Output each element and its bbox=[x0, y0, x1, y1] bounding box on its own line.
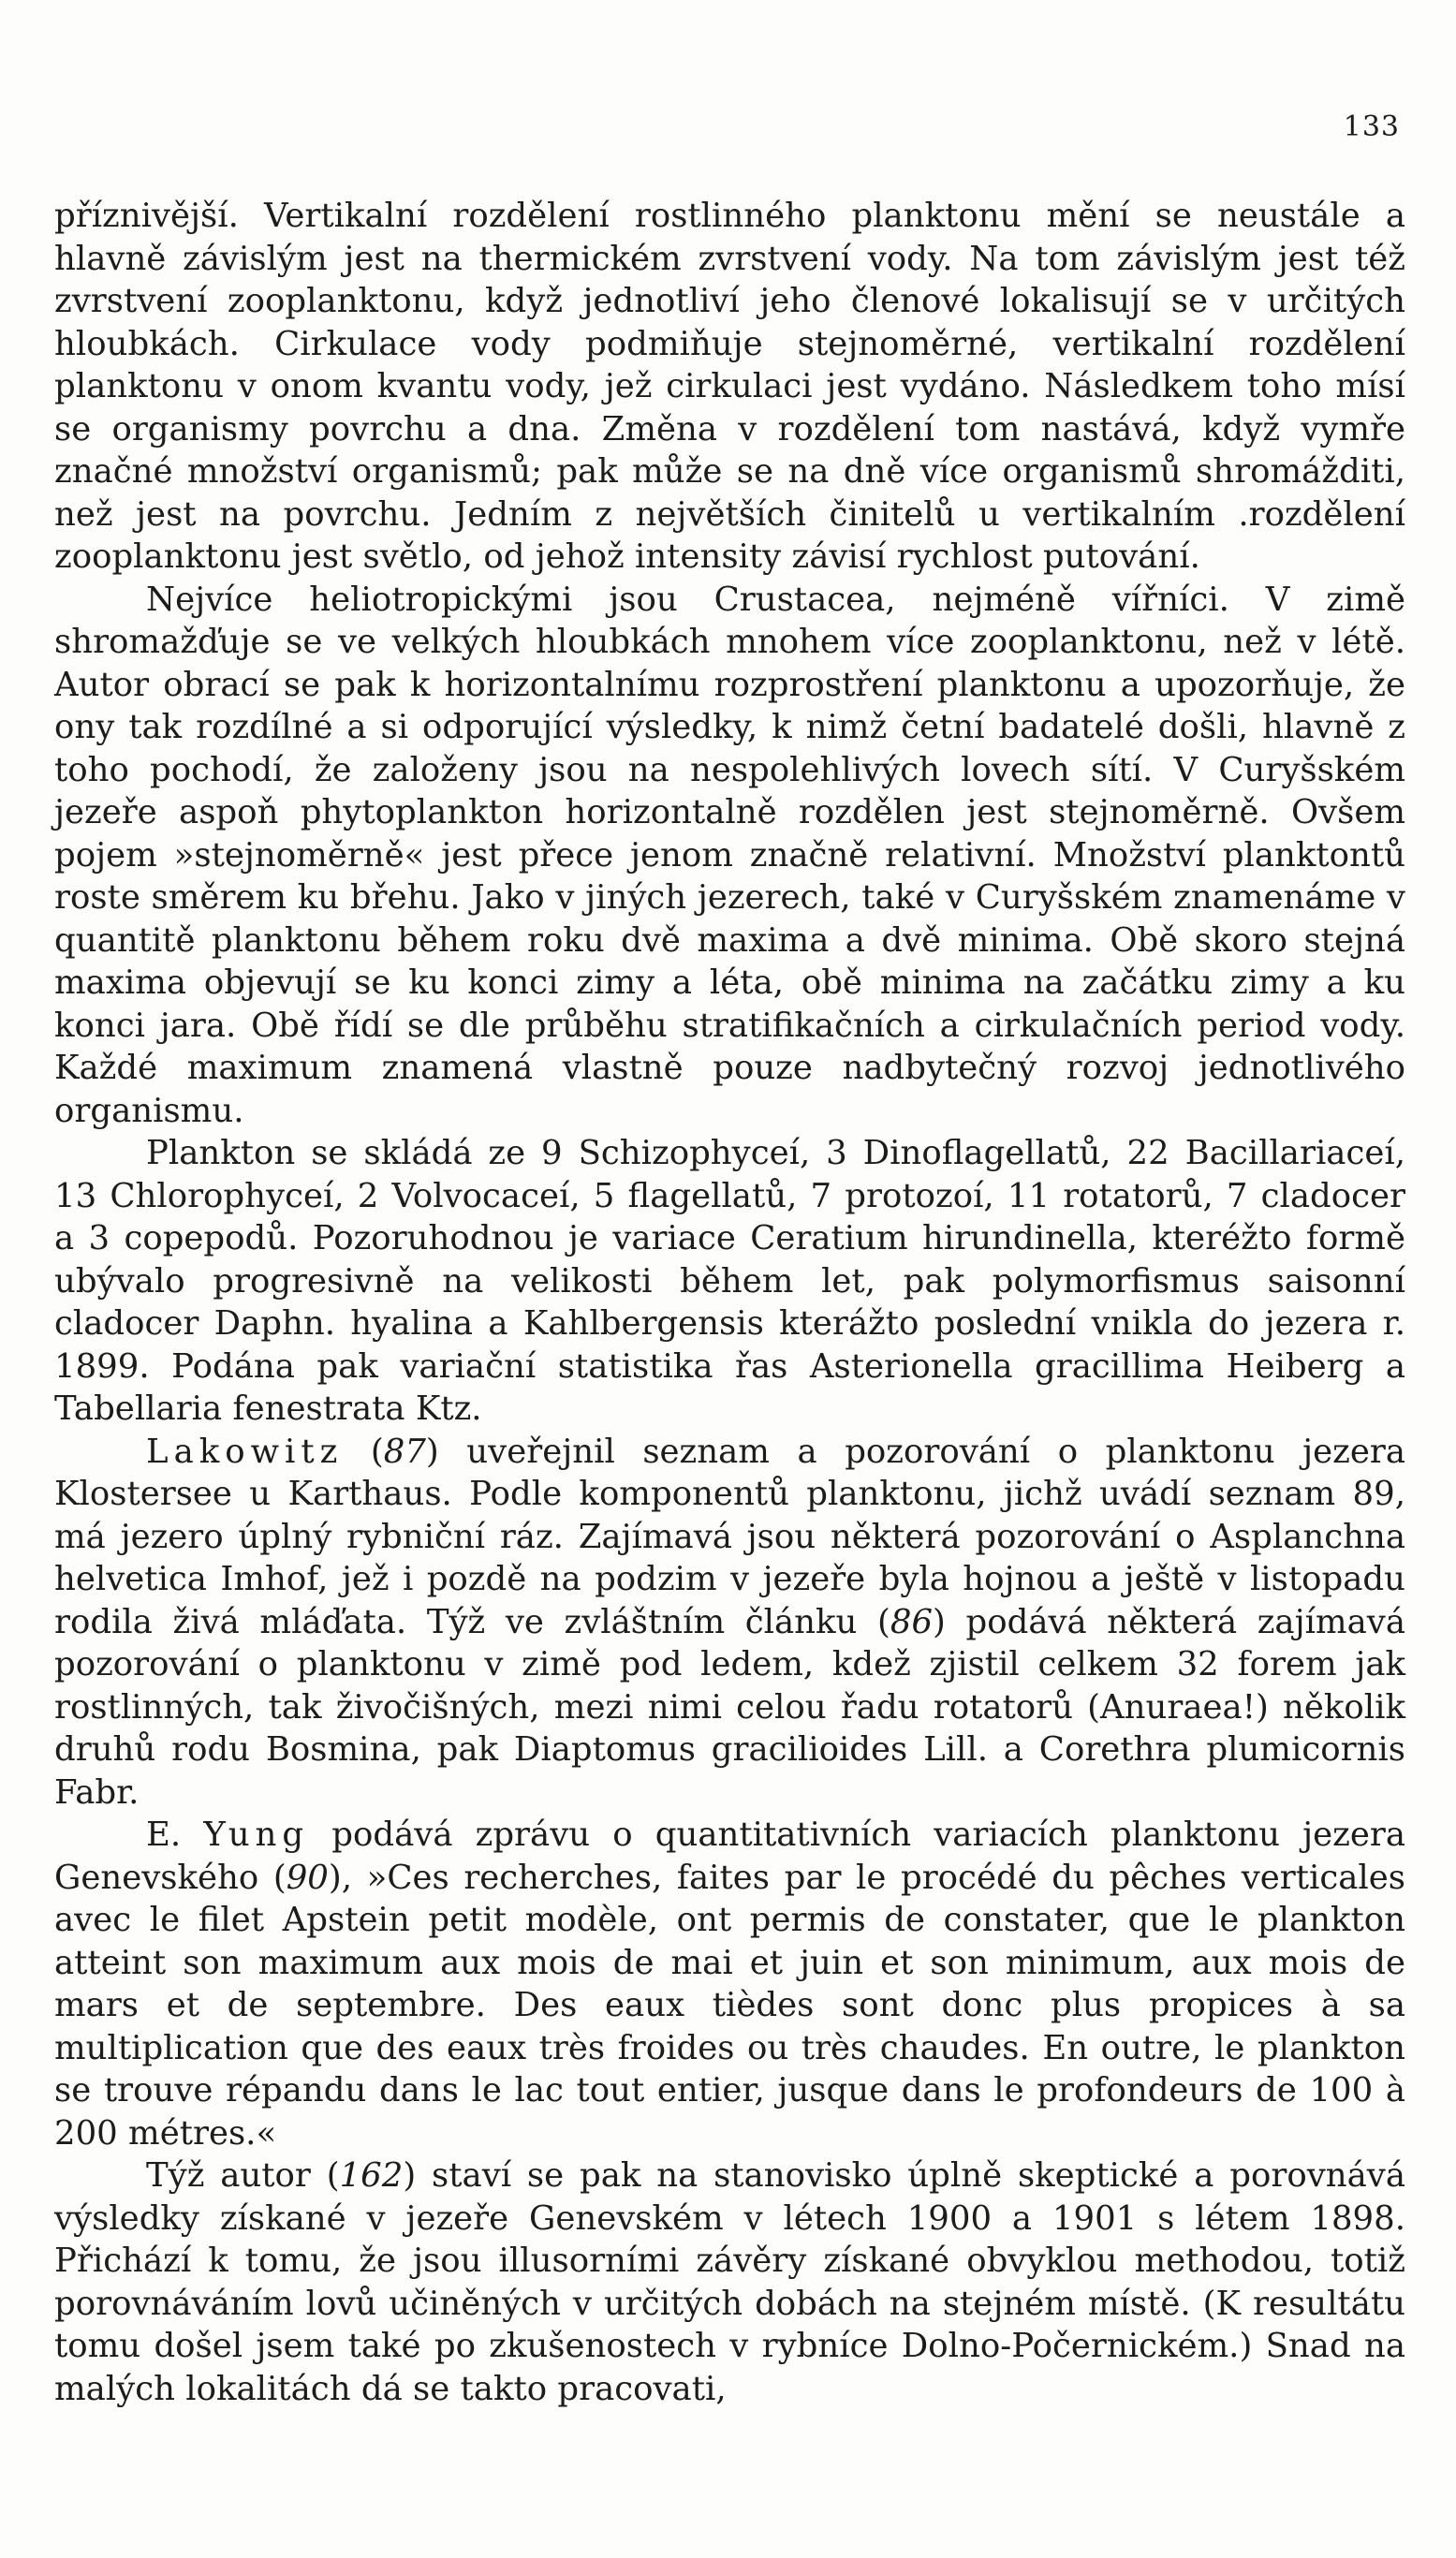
text-segment: ( bbox=[343, 1432, 384, 1471]
text-segment: příznivější. Vertikalní rozdělení rostlinného planktonu mění se neustále a hlavně závislým jest na thermickém zvrstvení vody. Na tom závislým jest též zvrstvení zooplanktonu, když jednotliví jeho členové lokalisují se v určitých hloubkách. Cirkulace vody podmiňuje stejnoměrné, vertikalní rozdělení planktonu v onom kvantu vody, jež cirkulaci jest vydáno. Následkem toho mísí se organismy povrchu a dna. Změna v rozdělení tom nastává, když vymře značné množství organismů; pak může se na dně více organismů shromážditi, než jest na povrchu. Jedním z největších činitelů u vertikalním .rozdělení zooplanktonu jest světlo, od jehož intensity závisí rychlost putování. bbox=[54, 197, 1405, 576]
page-number: 133 bbox=[1343, 110, 1400, 143]
text-segment: E. bbox=[146, 1816, 204, 1854]
reference-number: 87 bbox=[383, 1432, 426, 1471]
paragraph bbox=[54, 2154, 1405, 2410]
text-segment: ) uveřejnil seznam a pozorování o planktonu jezera Klostersee u Karthaus. Podle komponentů planktonu, jichž uvádí seznam 89, má jezero úplný rybniční ráz. Zajímavá jsou některá pozorování o Asplanchna helvetica Imhof, jež i pozdě na podzim v jezeře byla hojnou a ještě v listopadu rodila živá mláďata. Týž ve zvláštním článku ( bbox=[54, 1432, 1405, 1641]
author-name: Yung bbox=[203, 1816, 310, 1854]
text-segment: Nejvíce heliotropickými jsou Crustacea, nejméně vířníci. V zimě shromažďuje se ve velkých hloubkách mnohem více zooplanktonu, než v létě. Autor obrací se pak k horizontalnímu rozprostření planktonu a upozorňuje, že ony tak rozdílné a si odporující výsledky, k nimž četní badatelé došli, hlavně z toho pochodí, že založeny jsou na nespolehlivých lovech sítí. V Curyšském jezeře aspoň phytoplankton horizontalně rozdělen jest stejnoměrně. Ovšem pojem »stejnoměrně« jest přece jenom značně relativní. Množství planktontů roste směrem ku břehu. Jako v jiných jezerech, také v Curyšském znamenáme v quantitě planktonu během roku dvě maxima a dvě minima. Obě skoro stejná maxima objevují se ku konci zimy a léta, obě minima na začátku zimy a ku konci jara. Obě řídí se dle průběhu stratifikačních a cirkulačních period vody. Každé maximum znamená vlastně pouze nadbytečný rozvoj jednotlivého organismu. bbox=[54, 580, 1405, 1130]
text-segment: Plankton se skládá ze 9 Schizophyceí, 3 Dinoflagellatů, 22 Bacillariaceí, 13 Chlorophyceí, 2 Volvocaceí, 5 flagellatů, 7 protozoí, 11 rotatorů, 7 cladocer a 3 copepodů. Pozoruhodnou je variace Ceratium hirundinella, kteréžto formě ubývalo progresivně na velikosti během let, pak polymorfismus saisonní cladocer Daphn. hyalina a Kahlbergensis kterážto poslední vnikla do jezera r. 1899. Podána pak variační statistika řas Asterionella gracillima Heiberg a Tabellaria fenestrata Ktz. bbox=[54, 1134, 1405, 1428]
text-segment: podává zprávu o quantitativních variacích planktonu jezera Genevského ( bbox=[54, 1816, 1405, 1897]
text-segment: Týž autor ( bbox=[146, 2156, 340, 2195]
paragraph bbox=[54, 579, 1405, 1133]
paragraph bbox=[54, 1814, 1405, 2154]
author-name: Lakowitz bbox=[146, 1432, 344, 1471]
text-segment: ) staví se pak na stanovisko úplně skeptické a porovnává výsledky získané v jezeře Genevském v létech 1900 a 1901 s létem 1898. Přichází k tomu, že jsou illusorními závěry získané obvyklou methodou, totiž porovnáváním lovů učiněných v určitých dobách na stejném místě. (K resultátu tomu došel jsem také po zkušenostech v rybníce Dolno-Počernickém.) Snad na malých lokalitách dá se takto pracovati, bbox=[54, 2156, 1405, 2408]
reference-number: 162 bbox=[339, 2156, 404, 2195]
text-segment: ) podává některá zajímavá pozorování o planktonu v zimě pod ledem, kdež zjistil celkem 32 forem jak rostlinných, tak živočišných, mezi nimi celou řadu rotatorů (Anuraea!) několik druhů rodu Bosmina, pak Diaptomus gracilioides Lill. a Corethra plumicornis Fabr. bbox=[54, 1602, 1405, 1812]
reference-number: 86 bbox=[890, 1602, 934, 1641]
reference-number: 90 bbox=[286, 1858, 329, 1897]
paragraph bbox=[54, 195, 1405, 579]
text-segment: ), »Ces recherches, faites par le procédé du pêches verticales avec le filet Apstein petit modèle, ont permis de constater, que le plankton atteint son maximum aux mois de mai et juin et son minimum, aux mois de mars et de septembre. Des eaux tièdes sont donc plus propices à sa multiplication que des eaux très froides ou très chaudes. En outre, le plankton se trouve répandu dans le lac tout entier, jusque dans le profondeurs de 100 à 200 métres.« bbox=[54, 1858, 1406, 2153]
text-body bbox=[54, 195, 1405, 2410]
paragraph bbox=[54, 1431, 1405, 1815]
paragraph bbox=[54, 1132, 1405, 1431]
